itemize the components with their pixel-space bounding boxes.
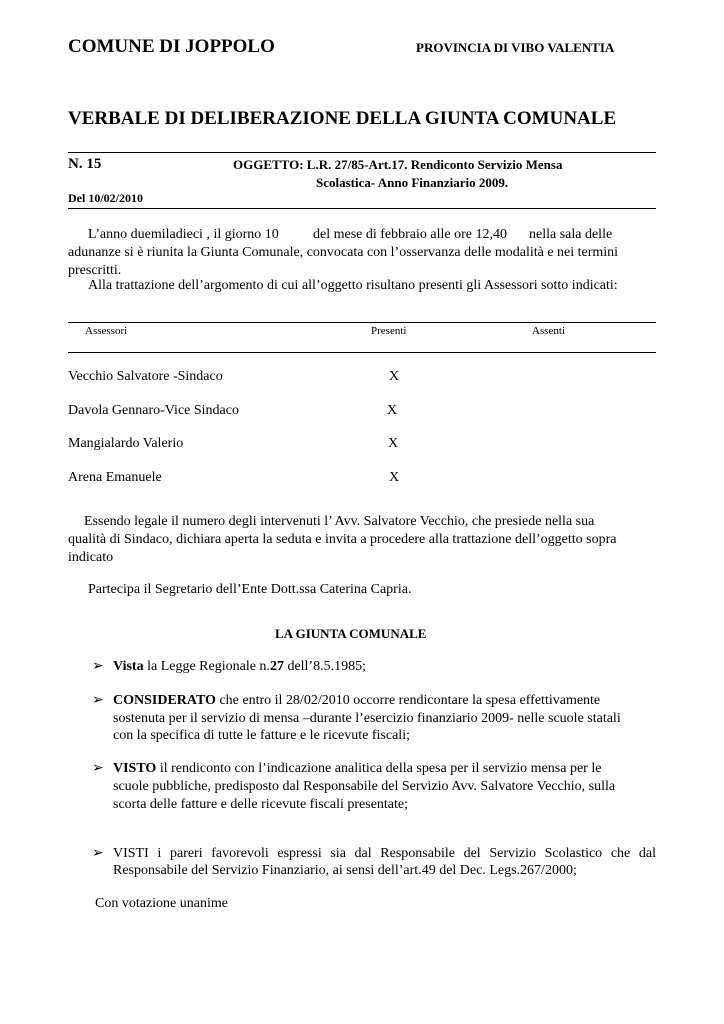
punto-considerato-line-1: [113, 692, 600, 710]
punto-vista: [113, 658, 366, 676]
col-header-presenti: Presenti: [371, 325, 407, 337]
oggetto-line-2: Scolastica- Anno Finanziario 2009.: [316, 175, 509, 190]
punto-considerato-text: che entro il 28/02/2010 occorre rendicontare la spesa effettivamente: [215, 693, 601, 708]
punto-vista-keyword: Vista: [113, 659, 144, 674]
giunta-title: LA GIUNTA COMUNALE: [275, 626, 427, 641]
segretario-line: Partecipa il Segretario dell’Ente Dott.ssa Caterina Capria.: [88, 582, 412, 597]
seduta-line-1: Essendo legale il numero degli intervenuti l’ Avv. Salvatore Vecchio, che presiede nella sua: [84, 514, 595, 529]
intro-line-1-part-b: del mese di febbraio alle ore 12,40: [313, 227, 507, 242]
punto-visto-line-2: scuole pubbliche, predisposto dal Responsabile del Servizio Avv. Salvatore Vecchio, sulla: [113, 779, 616, 794]
intro-line-1-part-c: nella sala delle: [529, 227, 613, 242]
col-header-assessori: Assessori: [85, 325, 128, 337]
intro-line-1: [88, 226, 656, 244]
table-divider-header: [68, 352, 656, 353]
assessore-name: Arena Emanuele: [68, 470, 162, 485]
assessore-name: Davola Gennaro-Vice Sindaco: [68, 403, 239, 418]
comune-title: COMUNE DI JOPPOLO: [68, 36, 275, 57]
punto-vista-text: la Legge Regionale n.: [143, 659, 270, 674]
atto-data: Del 10/02/2010: [68, 191, 143, 205]
punto-considerato-line-3: con la specifica di tutte le fatture e le ricevute fiscali;: [113, 728, 410, 743]
bullet-arrow-icon: ➢: [92, 846, 104, 861]
intro-line-1-part-a: L’anno duemiladieci , il giorno 10: [88, 227, 279, 242]
bullet-arrow-icon: ➢: [92, 693, 104, 708]
punto-visto-keyword: VISTO: [113, 761, 157, 776]
bullet-arrow-icon: ➢: [92, 659, 104, 674]
punto-considerato-line-2: sostenuta per il servizio di mensa –durante l’esercizio finanziario 2009- nelle scuole statali: [113, 711, 621, 726]
provincia-title: PROVINCIA DI VIBO VALENTIA: [416, 40, 615, 55]
document-title: VERBALE DI DELIBERAZIONE DELLA GIUNTA COMUNALE: [68, 108, 617, 129]
punto-vista-date: dell’8.5.1985;: [283, 659, 366, 674]
punto-visti-text-1: VISTI i pareri favorevoli espressi sia dal Responsabile del Servizio Scolastico che dal: [113, 846, 656, 861]
intro-line-2: adunanze si è riunita la Giunta Comunale, convocata con l’osservanza delle modalità e nei termini: [68, 245, 619, 260]
atto-numero: N. 15: [68, 156, 102, 172]
assessore-name: Vecchio Salvatore -Sindaco: [68, 369, 223, 384]
punto-visto-line-3: scorta delle fatture e delle ricevute fiscali presentate;: [113, 797, 409, 812]
assessore-name: Mangialardo Valerio: [68, 436, 184, 451]
intro-line-4: Alla trattazione dell’argomento di cui all’oggetto risultano presenti gli Assessori sotto indicati:: [88, 278, 618, 293]
punto-visti-line-1: [113, 845, 656, 863]
header-divider-bottom: [68, 208, 656, 209]
seduta-line-2: qualità di Sindaco, dichiara aperta la seduta e invita a procedere alla trattazione dell’oggetto sopra: [68, 532, 617, 547]
bullet-arrow-icon: ➢: [92, 761, 104, 776]
punto-visto-text: il rendiconto con l’indicazione analitica della spesa per il servizio mensa per le: [156, 761, 602, 776]
presente-mark: X: [387, 403, 398, 418]
col-header-assenti: Assenti: [532, 325, 565, 337]
presente-mark: X: [389, 470, 400, 485]
header-divider-top: [68, 152, 656, 153]
punto-vista-legge-number: 27: [269, 659, 284, 674]
punto-considerato-keyword: CONSIDERATO: [113, 693, 216, 708]
votazione-line: Con votazione unanime: [95, 896, 228, 911]
punto-visti-line-2: Responsabile del Servizio Finanziario, ai sensi dell’art.49 del Dec. Legs.267/2000;: [113, 863, 577, 878]
oggetto-line-1: OGGETTO: L.R. 27/85-Art.17. Rendiconto Servizio Mensa: [233, 157, 563, 172]
presente-mark: X: [389, 369, 400, 384]
presente-mark: X: [388, 436, 399, 451]
intro-line-3: prescritti.: [68, 263, 122, 278]
punto-visto-line-1: [113, 760, 601, 778]
table-divider-top: [68, 322, 656, 323]
seduta-line-3: indicato: [68, 550, 114, 565]
